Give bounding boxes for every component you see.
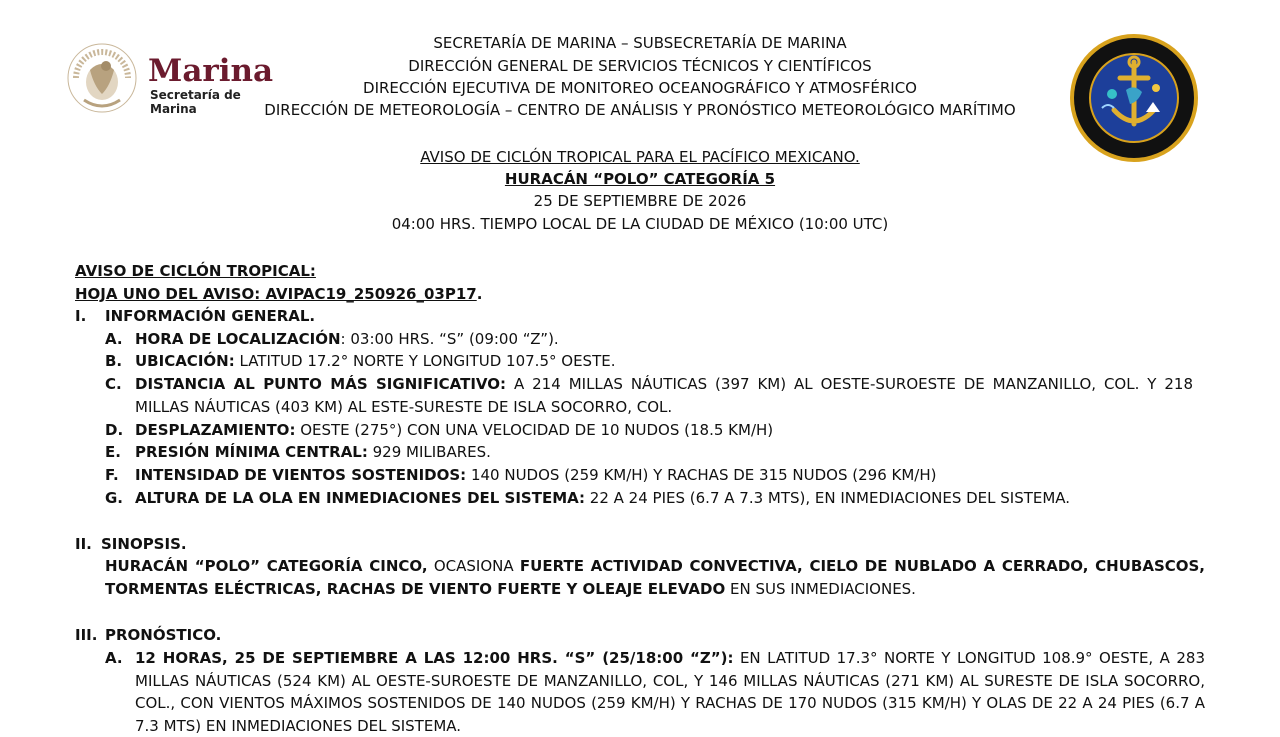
brand-name: Marina <box>148 53 274 89</box>
item-letter: E. <box>105 443 121 461</box>
item-letter: A. <box>105 649 123 667</box>
header-line: DIRECCIÓN GENERAL DE SERVICIOS TÉCNICOS Y CIENTÍFICOS <box>408 57 872 75</box>
section-number: III. <box>75 626 98 644</box>
section-title: PRONÓSTICO. <box>105 626 222 644</box>
item-text: 12 HORAS, 25 DE SEPTIEMBRE A LAS 12:00 HRS. “S” (25/18:00 “Z”): EN LATITUD 17.3° NORTE Y LONGITUD 108.9° OESTE, A 283 MILLAS NÁUTICAS (524 KM) AL OESTE-SUROESTE DE MANZANILLO, COL, Y 146 MILLAS NÁUTICAS (271 KM) AL SURESTE DE ISLA SOCORRO, COL., CON VIENTOS MÁXIMOS SOSTENIDOS DE 140 NUDOS (259 KM/H) Y RACHAS DE 170 NUDOS (315 KM/H) Y OLAS DE 22 A 24 PIES (6.7 A 7.3 MTS) EN INMEDIACIONES DEL SISTEMA. <box>135 649 1205 735</box>
section-number: I. <box>75 307 87 325</box>
section-number: II. <box>75 535 92 553</box>
item-letter: B. <box>105 352 123 370</box>
item-text: DESPLAZAMIENTO: OESTE (275°) CON UNA VELOCIDAD DE 10 NUDOS (18.5 KM/H) <box>135 421 774 439</box>
item-text: PRESIÓN MÍNIMA CENTRAL: 929 MILIBARES. <box>135 443 491 461</box>
notice-time: 04:00 HRS. TIEMPO LOCAL DE LA CIUDAD DE MÉXICO (10:00 UTC) <box>391 215 889 233</box>
notice-title: AVISO DE CICLÓN TROPICAL PARA EL PACÍFICO MEXICANO. <box>420 148 860 166</box>
brand-subtitle: Secretaría de Marina <box>150 88 241 116</box>
notice-date: 25 DE SEPTIEMBRE DE 2026 <box>533 192 747 210</box>
item-letter: F. <box>105 466 119 484</box>
hurricane-title: HURACÁN “POLO” CATEGORÍA 5 <box>504 170 776 188</box>
item-text: INTENSIDAD DE VIENTOS SOSTENIDOS: 140 NUDOS (259 KM/H) Y RACHAS DE 315 NUDOS (296 KM/H) <box>135 466 937 484</box>
synopsis-text: HURACÁN “POLO” CATEGORÍA CINCO, OCASIONA FUERTE ACTIVIDAD CONVECTIVA, CIELO DE NUBLADO A CERRADO, CHUBASCOS, TORMENTAS ELÉCTRICAS, RACHAS DE VIENTO FUERTE Y OLEAJE ELEVADO EN SUS INMEDIACIONES. <box>105 557 1206 598</box>
item-text: UBICACIÓN: LATITUD 17.2° NORTE Y LONGITUD 107.5° OESTE. <box>135 352 616 370</box>
section-title: INFORMACIÓN GENERAL. <box>105 307 316 325</box>
item-letter: C. <box>105 375 122 393</box>
item-letter: G. <box>105 489 124 507</box>
aviso-label: AVISO DE CICLÓN TROPICAL: <box>75 262 316 280</box>
item-text: ALTURA DE LA OLA EN INMEDIACIONES DEL SISTEMA: 22 A 24 PIES (6.7 A 7.3 MTS), EN INMEDIACIONES DEL SISTEMA. <box>135 489 1071 507</box>
item-text: DISTANCIA AL PUNTO MÁS SIGNIFICATIVO: A 214 MILLAS NÁUTICAS (397 KM) AL OESTE-SUROESTE DE MANZANILLO, COL. Y 218 MILLAS NÁUTICAS (403 KM) AL ESTE-SURESTE DE ISLA SOCORRO, COL. <box>135 375 1194 416</box>
item-letter: D. <box>105 421 124 439</box>
item-letter: A. <box>105 330 123 348</box>
item-text: HORA DE LOCALIZACIÓN: 03:00 HRS. “S” (09:00 “Z”). <box>135 330 559 348</box>
aviso-sheet: HOJA UNO DEL AVISO: AVIPAC19_250926_03P17. <box>75 285 483 303</box>
header-line: DIRECCIÓN EJECUTIVA DE MONITOREO OCEANOGRÁFICO Y ATMOSFÉRICO <box>363 79 917 97</box>
header-line: DIRECCIÓN DE METEOROLOGÍA – CENTRO DE ANÁLISIS Y PRONÓSTICO METEOROLÓGICO MARÍTIMO <box>264 101 1016 119</box>
section-title: SINOPSIS. <box>101 535 187 553</box>
header-line: SECRETARÍA DE MARINA – SUBSECRETARÍA DE MARINA <box>433 34 847 52</box>
